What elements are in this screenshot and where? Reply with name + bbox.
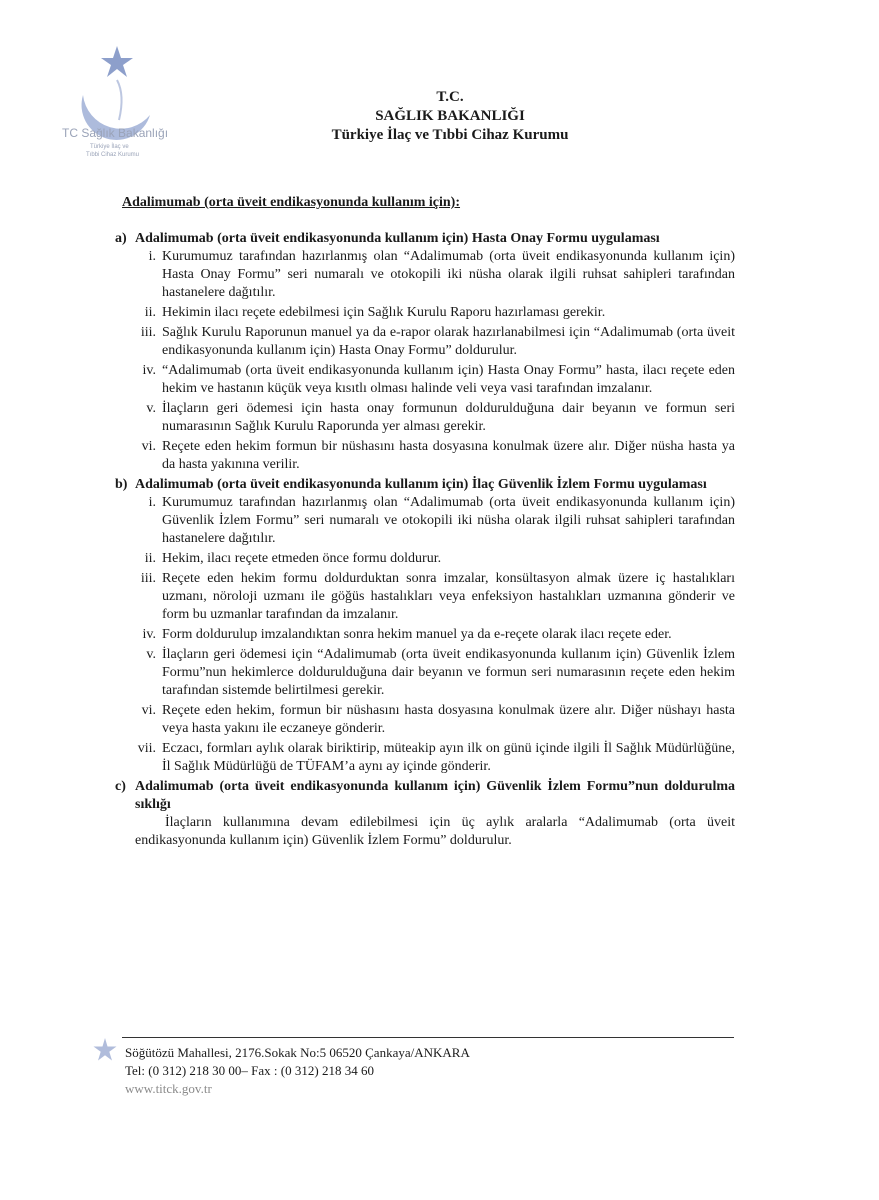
section-b: [115, 476, 735, 776]
list-item: [126, 494, 735, 548]
section-a: [115, 230, 735, 474]
logo-subtext-1: Türkiye İlaç ve: [90, 144, 129, 150]
section-letter: b): [115, 477, 128, 492]
list-item: [126, 570, 735, 624]
document-title: Adalimumab (orta üveit endikasyonunda kullanım için):: [122, 195, 461, 210]
header-line-3: Türkiye İlaç ve Tıbbi Cihaz Kurumu: [331, 127, 569, 143]
footer-phone: Tel: (0 312) 218 30 00– Fax : (0 312) 218 34 60: [125, 1063, 374, 1078]
item-text: Eczacı, formları aylık olarak biriktirip, müteakip ayın ilk on günü içinde ilgili İl Sağlık Müdürlüğüne, İl Sağlık Müdürlüğü de TÜFAM’a aynı ay içinde gönderir.: [162, 741, 735, 774]
item-text: Reçete eden hekim, formun bir nüshasını hasta dosyasına konulmak üzere alır. Diğer nüshayı hasta veya hasta yakını ile eczaneye gönderir.: [162, 703, 735, 736]
logo-text: TC Sağlık Bakanlığı: [62, 126, 169, 140]
star-icon: [92, 1037, 118, 1063]
list-item: [126, 740, 735, 776]
item-number: vii.: [137, 741, 156, 756]
section-heading: [115, 476, 735, 494]
list-item: [126, 362, 735, 398]
section-title: Adalimumab (orta üveit endikasyonunda kullanım için) İlaç Güvenlik İzlem Formu uygulaması: [135, 477, 707, 492]
document-body: [115, 230, 735, 852]
item-text: İlaçların geri ödemesi için “Adalimumab (orta üveit endikasyonunda kullanım için) Güvenlik İzlem Formu”nun hekimlerce doldurulduğuna dair beyanın ve formun seri numarasının reçete eden hekim tarafından sistemde belirtilmesi gerekir.: [162, 647, 735, 698]
section-heading: [115, 230, 735, 248]
section-letter: c): [115, 779, 126, 794]
header-line-2: SAĞLIK BAKANLIĞI: [375, 108, 525, 124]
item-text: Sağlık Kurulu Raporunun manuel ya da e-rapor olarak hazırlanabilmesi için “Adalimumab (orta üveit endikasyonunda kullanım için) Hasta Onay Formu” doldurulur.: [162, 325, 735, 358]
list-item: [126, 702, 735, 738]
header-line-1: T.C.: [436, 89, 464, 105]
item-number: ii.: [144, 305, 156, 320]
item-text: Kurumumuz tarafından hazırlanmış olan “Adalimumab (orta üveit endikasyonunda kullanım için) Güvenlik İzlem Formu” seri numaralı ve otokopili iki nüsha olarak ilgili ruhsat sahipleri tarafından hastanelere dağıtılır.: [162, 495, 735, 546]
item-number: iv.: [142, 627, 156, 642]
footer-address: Söğütözü Mahallesi, 2176.Sokak No:5 06520 Çankaya/ANKARA: [125, 1045, 470, 1060]
list-item: [126, 438, 735, 474]
item-number: iii.: [140, 571, 156, 586]
section-title: Adalimumab (orta üveit endikasyonunda kullanım için) Hasta Onay Formu uygulaması: [135, 231, 660, 246]
footer-divider: [122, 1037, 734, 1038]
item-text: Reçete eden hekim formun bir nüshasını hasta dosyasına konulmak üzere alır. Diğer nüsha hasta ya da hasta yakınına verilir.: [162, 439, 735, 472]
section-paragraph: İlaçların kullanımına devam edilebilmesi için üç aylık aralarla “Adalimumab (orta üveit endikasyonunda kullanım için) Güvenlik İzlem Formu” doldurulur.: [135, 815, 735, 848]
footer: [125, 1044, 470, 1098]
item-text: Form doldurulup imzalandıktan sonra hekim manuel ya da e-reçete olarak ilacı reçete eder.: [162, 627, 672, 642]
item-text: Kurumumuz tarafından hazırlanmış olan “Adalimumab (orta üveit endikasyonunda kullanım için) Hasta Onay Formu” seri numaralı ve otokopili iki nüsha olarak ilgili ruhsat sahipleri tarafından hastanelere dağıtılır.: [162, 249, 735, 300]
ministry-logo: [55, 40, 185, 170]
item-text: Reçete eden hekim formu doldurduktan sonra imzalar, konsültasyon almak üzere iç hastalıkları uzmanı, nöroloji uzmanı ile göğüs hastalıkları veya enfeksiyon hastalıkları uzmanına gönderir ve form bu uzmanlar tarafından da imzalanır.: [162, 571, 735, 622]
item-number: iii.: [140, 325, 156, 340]
list-item: [126, 646, 735, 700]
item-number: v.: [146, 647, 156, 662]
list-item: [126, 248, 735, 302]
star-icon: [101, 46, 133, 77]
list-item: [126, 304, 735, 322]
section-title: Adalimumab (orta üveit endikasyonunda kullanım için) Güvenlik İzlem Formu”nun doldurulma sıklığı: [135, 779, 735, 812]
item-text: İlaçların geri ödemesi için hasta onay formunun doldurulduğuna dair beyanın ve formun seri numarasının Sağlık Kurulu Raporunda yer alması gerekir.: [162, 401, 735, 434]
logo-subtext-2: Tıbbi Cihaz Kurumu: [86, 152, 140, 158]
item-number: v.: [146, 401, 156, 416]
section-c: [115, 778, 735, 850]
item-number: vi.: [141, 703, 156, 718]
item-number: vi.: [141, 439, 156, 454]
footer-website-link[interactable]: www.titck.gov.tr: [125, 1081, 212, 1096]
item-text: Hekim, ilacı reçete etmeden önce formu doldurur.: [162, 551, 442, 566]
item-text: Hekimin ilacı reçete edebilmesi için Sağlık Kurulu Raporu hazırlaması gerekir.: [162, 305, 606, 320]
list-item: [126, 626, 735, 644]
item-number: iv.: [142, 363, 156, 378]
list-item: [126, 550, 735, 568]
item-number: ii.: [144, 551, 156, 566]
item-number: i.: [148, 495, 156, 510]
list-item: [126, 324, 735, 360]
document-header: [260, 88, 640, 145]
section-list: [115, 248, 735, 474]
section-heading: [115, 778, 735, 814]
item-number: i.: [148, 249, 156, 264]
section-list: [115, 494, 735, 776]
list-item: [126, 400, 735, 436]
item-text: “Adalimumab (orta üveit endikasyonunda kullanım için) Hasta Onay Formu” hasta, ilacı reçete eden hekim ve hastanın küçük veya kısıtlı olması halinde veli veya vasi tarafından imzalanır.: [162, 363, 735, 396]
section-letter: a): [115, 231, 127, 246]
